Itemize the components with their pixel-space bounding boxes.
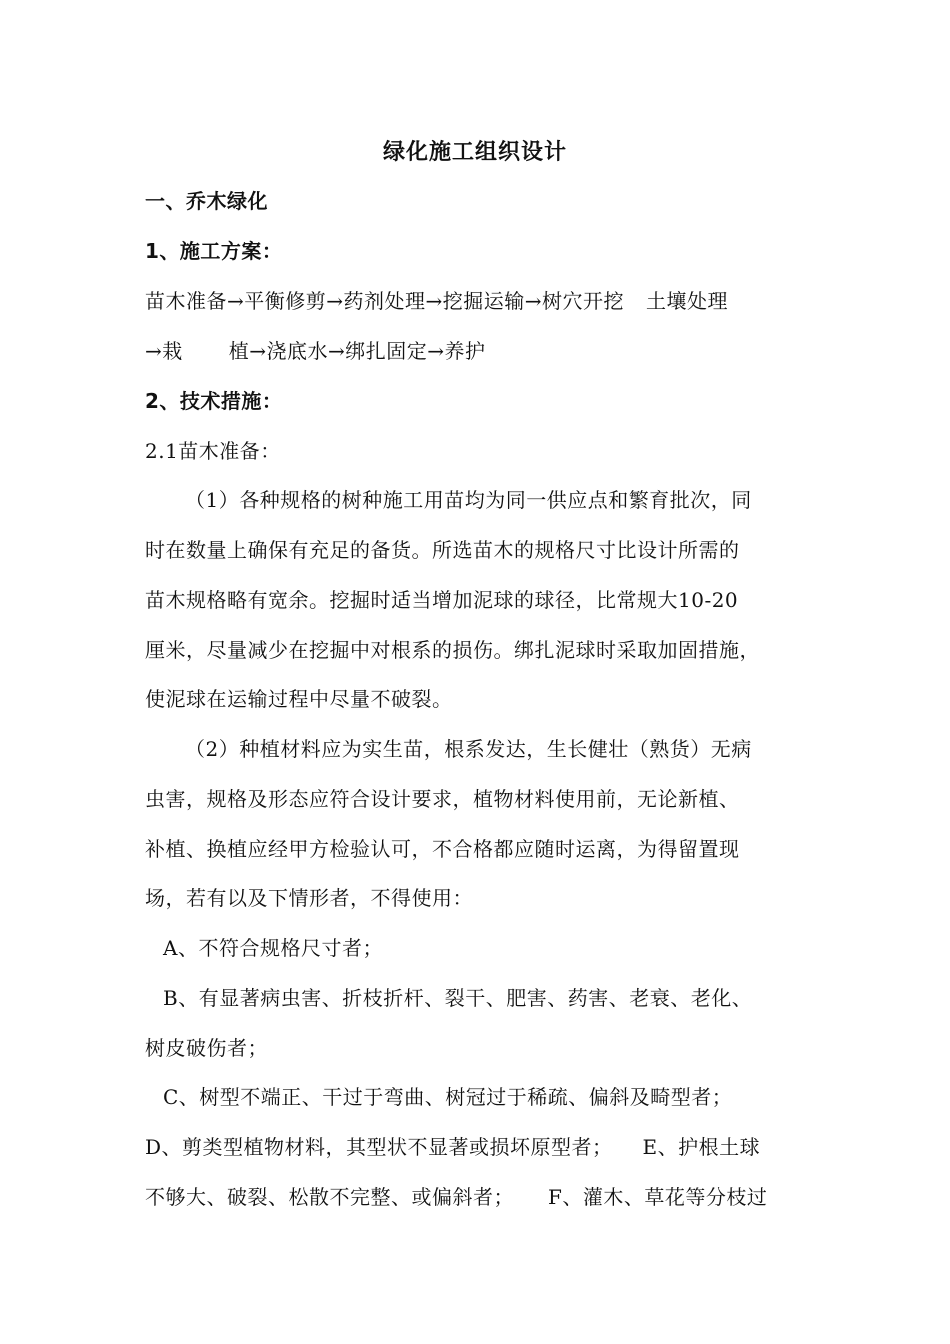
paragraph-1-line-1: （1）各种规格的树种施工用苗均为同一供应点和繁育批次，同: [185, 488, 752, 512]
process-line-1: [145, 289, 728, 313]
process-line-2: [145, 339, 486, 363]
list-item-a: A、不符合规格尺寸者；: [163, 936, 383, 960]
process-text-a: 苗木准备→平衡修剪→药剂处理→挖掘运输→树穴开挖: [145, 289, 625, 313]
subheading-construction-plan: 1、施工方案：: [145, 239, 283, 263]
list-item-d: D、剪类型植物材料，其型状不显著或损坏原型者；: [145, 1135, 613, 1159]
paragraph-2-line-2: 虫害，规格及形态应符合设计要求，植物材料使用前，无论新植、: [145, 787, 740, 811]
list-item-c: C、树型不端正、干过于弯曲、树冠过于稀疏、偏斜及畸型者；: [163, 1085, 733, 1109]
process-text-b: 土壤处理: [646, 289, 729, 313]
paragraph-2-line-1: （2）种植材料应为实生苗，根系发达，生长健壮（熟货）无病: [185, 737, 752, 761]
list-item-f: F、灌木、草花等分枝过: [548, 1185, 768, 1209]
section-heading-trees: 一、乔木绿化: [145, 189, 268, 213]
list-item-e-start: E、护根土球: [642, 1135, 761, 1159]
list-item-b-line-2: 树皮破伤者；: [145, 1036, 268, 1060]
list-item-b-line-1: B、有显著病虫害、折枝折杆、裂干、肥害、药害、老衰、老化、: [163, 986, 753, 1010]
process-text-c: →栽: [145, 339, 183, 363]
paragraph-1-line-4: 厘米，尽量减少在挖掘中对根系的损伤。绑扎泥球时采取加固措施，: [145, 638, 760, 662]
paragraph-1-line-3: 苗木规格略有宽余。挖掘时适当增加泥球的球径，比常规大10-20: [145, 588, 739, 612]
paragraph-2-line-4: 场，若有以及下情形者，不得使用：: [145, 886, 473, 910]
subheading-technical-measures: 2、技术措施：: [145, 389, 283, 413]
process-text-d: 植→浇底水→绑扎固定→养护: [228, 339, 486, 363]
list-item-e-f-line: [145, 1185, 767, 1209]
paragraph-1-line-2: 时在数量上确保有充足的备货。所选苗木的规格尺寸比设计所需的: [145, 538, 740, 562]
paragraph-2-line-3: 补植、换植应经甲方检验认可，不合格都应随时运离，为得留置现: [145, 837, 740, 861]
page-title: 绿化施工组织设计: [382, 140, 567, 165]
subheading-seedling-prep: 2.1苗木准备：: [145, 439, 281, 463]
list-item-e-end: 不够大、破裂、松散不完整、或偏斜者；: [145, 1185, 514, 1209]
paragraph-1-line-5: 使泥球在运输过程中尽量不破裂。: [145, 687, 453, 711]
list-item-d-e-line: [145, 1135, 760, 1159]
